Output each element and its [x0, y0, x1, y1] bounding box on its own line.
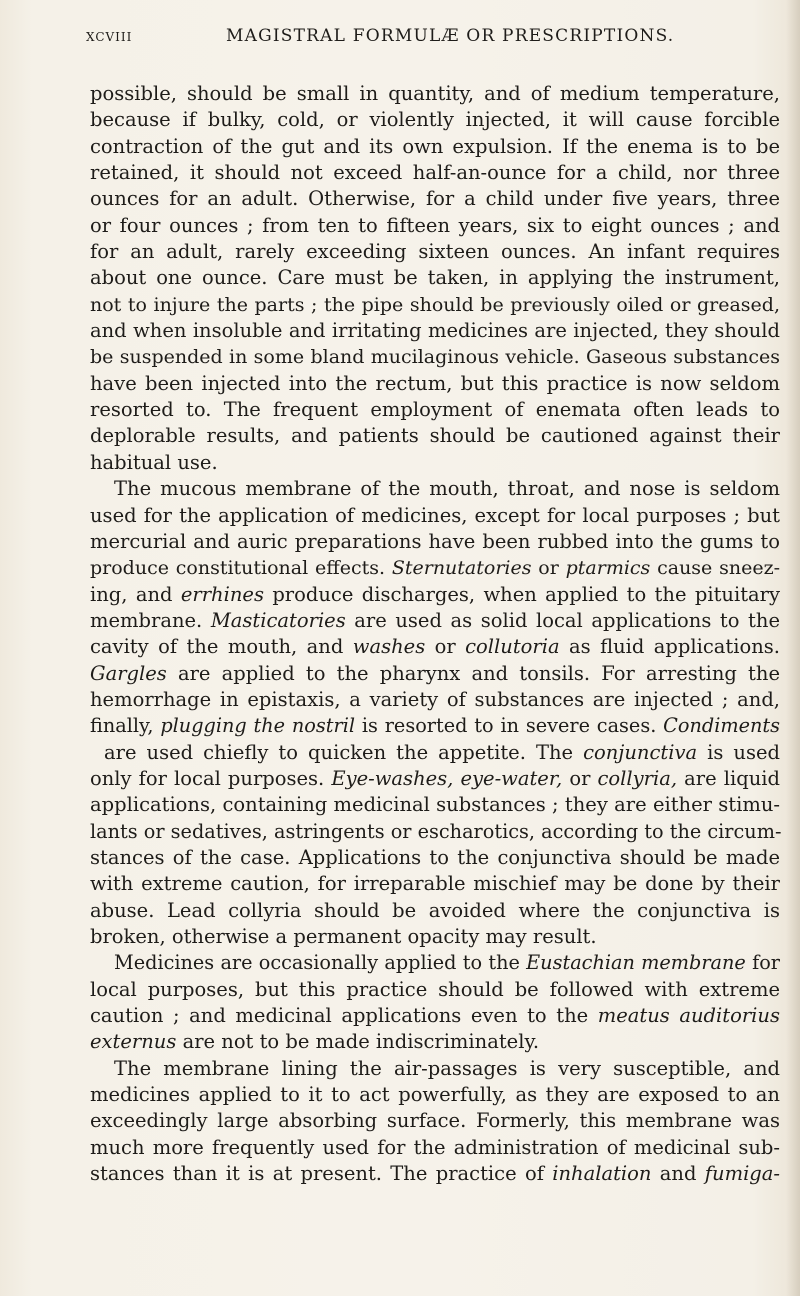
text-run: abuse. Lead collyria should be avoided where the conjunctiva is [90, 898, 780, 922]
text-run: are used as solid local applications to the [345, 608, 780, 632]
text-run: finally, [90, 714, 161, 738]
text-line [90, 898, 780, 924]
italic-term: washes [352, 635, 426, 659]
text-line [90, 160, 780, 186]
text-line [90, 845, 780, 871]
text-line [90, 661, 780, 687]
text-run: possible, should be small in quantity, and of medium temperature, [90, 82, 780, 105]
text-line [90, 792, 780, 818]
text-line [90, 713, 780, 739]
text-run: cavity of the mouth, and [90, 635, 353, 659]
text-run: lants or sedatives, astringents or escharotics, according to the circum- [90, 819, 782, 843]
italic-term: ptarmics [565, 557, 651, 580]
text-run: are liquid [677, 766, 780, 790]
italic-term: Gargles [90, 661, 167, 685]
text-run: is resorted to in severe cases. [355, 714, 664, 738]
page-edge-shadow [786, 0, 800, 1296]
italic-term: plugging the nostril [160, 714, 356, 738]
text-run: produce constitutional effects. [90, 557, 392, 580]
text-run: local purposes, but this practice should be followed with extreme [90, 977, 780, 1001]
text-run: are used chiefly to quicken the appetite. The [104, 740, 584, 764]
text-run: for [745, 951, 781, 975]
text-run: for an adult, rarely exceeding sixteen ounces. An infant requires [90, 240, 780, 264]
text-line [90, 265, 780, 291]
text-run: only for local purposes. [90, 766, 332, 790]
text-run: about one ounce. Care must be taken, in applying the instrument, [90, 266, 780, 290]
text-line [90, 1082, 780, 1108]
text-run: much more frequently used for the administration of medicinal sub- [90, 1135, 780, 1159]
text-line [90, 186, 780, 212]
text-line [90, 740, 780, 766]
text-run: exceedingly large absorbing surface. Formerly, this membrane was [90, 1109, 780, 1133]
text-run: applications, containing medicinal substances ; they are either stimu- [90, 793, 780, 817]
text-line [90, 582, 780, 608]
text-run: The mucous membrane of the mouth, throat, and nose is seldom [114, 477, 780, 501]
text-line [90, 1003, 780, 1029]
text-line [90, 397, 780, 423]
text-run: or [562, 766, 598, 790]
text-line [90, 292, 780, 318]
italic-term: meatus auditorius [597, 1004, 780, 1028]
text-run: is used [697, 740, 780, 764]
text-line [90, 608, 780, 634]
text-line [90, 107, 780, 133]
page-number: xcviii [86, 26, 133, 46]
italic-term: Masticatories [210, 608, 346, 632]
text-line [90, 1135, 780, 1161]
text-line [90, 871, 780, 897]
text-run: retained, it should not exceed half-an-ounce for a child, nor three [90, 161, 780, 185]
text-line [90, 1161, 780, 1187]
italic-term: conjunctiva [583, 740, 698, 764]
italic-term: Eye-washes, eye-water, [331, 766, 563, 790]
italic-term: Sternutatories [391, 557, 532, 580]
text-run: Medicines are occasionally applied to the [114, 951, 527, 975]
text-run: habitual use. [90, 450, 218, 474]
text-run: stances than it is at present. The practice of [90, 1162, 553, 1186]
text-run: and when insoluble and irritating medicines are injected, they should [90, 319, 780, 343]
italic-term: collutoria [465, 635, 560, 659]
italic-term: Condiments [663, 714, 781, 738]
text-run: be suspended in some bland mucilaginous vehicle. Gaseous substances [90, 346, 780, 369]
text-run: The membrane lining the air-passages is very susceptible, and [114, 1056, 780, 1080]
text-line [90, 344, 780, 370]
text-line [90, 81, 780, 107]
text-run: caution ; and medicinal applications even to the [90, 1004, 598, 1028]
text-line [90, 950, 780, 976]
text-line [90, 476, 780, 502]
text-line [90, 371, 780, 397]
text-run: produce discharges, when applied to the pituitary [263, 582, 781, 606]
text-run: or four ounces ; from ten to fifteen years, six to eight ounces ; and [90, 213, 780, 237]
text-line [90, 1108, 780, 1134]
text-line [90, 423, 780, 449]
text-run: or [425, 635, 466, 659]
text-run: membrane. [90, 608, 211, 632]
text-run: resorted to. The frequent employment of enemata often leads to [90, 398, 780, 422]
text-line [90, 687, 780, 713]
text-run: because if bulky, cold, or violently injected, it will cause forcible [90, 108, 780, 132]
text-line [90, 819, 780, 845]
text-run: broken, otherwise a permanent opacity may result. [90, 925, 597, 948]
italic-term: Eustachian membrane [526, 951, 746, 975]
text-run: with extreme caution, for irreparable mischief may be done by their [90, 872, 780, 896]
text-line [90, 503, 780, 529]
text-run: have been injected into the rectum, but this practice is now seldom [90, 371, 780, 395]
italic-term: fumiga- [704, 1162, 780, 1186]
text-run: deplorable results, and patients should be cautioned against their [90, 424, 780, 448]
italic-term: collyria, [597, 766, 678, 790]
text-line [90, 450, 780, 476]
italic-term: inhalation [552, 1162, 652, 1186]
text-run: ounces for an adult. Otherwise, for a child under five years, three [90, 187, 780, 211]
text-line [90, 924, 780, 950]
text-line [90, 766, 780, 792]
text-line [90, 239, 780, 265]
text-line [90, 213, 780, 239]
running-head [86, 26, 776, 56]
text-run: are not to be made indiscriminately. [176, 1030, 540, 1054]
text-run: contraction of the gut and its own expulsion. If the enema is to be [90, 134, 780, 158]
text-run: stances of the case. Applications to the conjunctiva should be made [90, 845, 780, 869]
text-line [90, 1029, 780, 1055]
text-run: as fluid applications. [559, 635, 780, 659]
text-run: or [531, 557, 566, 580]
text-line [90, 555, 780, 581]
running-head-title: MAGISTRAL FORMULÆ OR PRESCRIPTIONS. [226, 26, 675, 46]
text-line [90, 977, 780, 1003]
text-line [90, 318, 780, 344]
text-run: mercurial and auric preparations have been rubbed into the gums to [90, 529, 780, 553]
text-line [90, 1056, 780, 1082]
italic-term: errhines [180, 582, 264, 606]
text-run: not to injure the parts ; the pipe should be previously oiled or greased, [90, 293, 780, 316]
text-line [90, 134, 780, 160]
text-run: cause sneez- [650, 557, 780, 580]
text-run: are applied to the pharynx and tonsils. For arresting the [166, 661, 780, 685]
text-run: medicines applied to it to act powerfully, as they are exposed to an [90, 1083, 780, 1107]
text-line [90, 634, 780, 660]
body-text [90, 81, 780, 1187]
text-run: used for the application of medicines, except for local purposes ; but [90, 503, 780, 527]
text-run: ing, and [90, 582, 181, 606]
text-run: hemorrhage in epistaxis, a variety of substances are injected ; and, [90, 687, 780, 711]
italic-term: externus [90, 1030, 177, 1054]
text-line [90, 529, 780, 555]
text-run: and [651, 1162, 705, 1186]
